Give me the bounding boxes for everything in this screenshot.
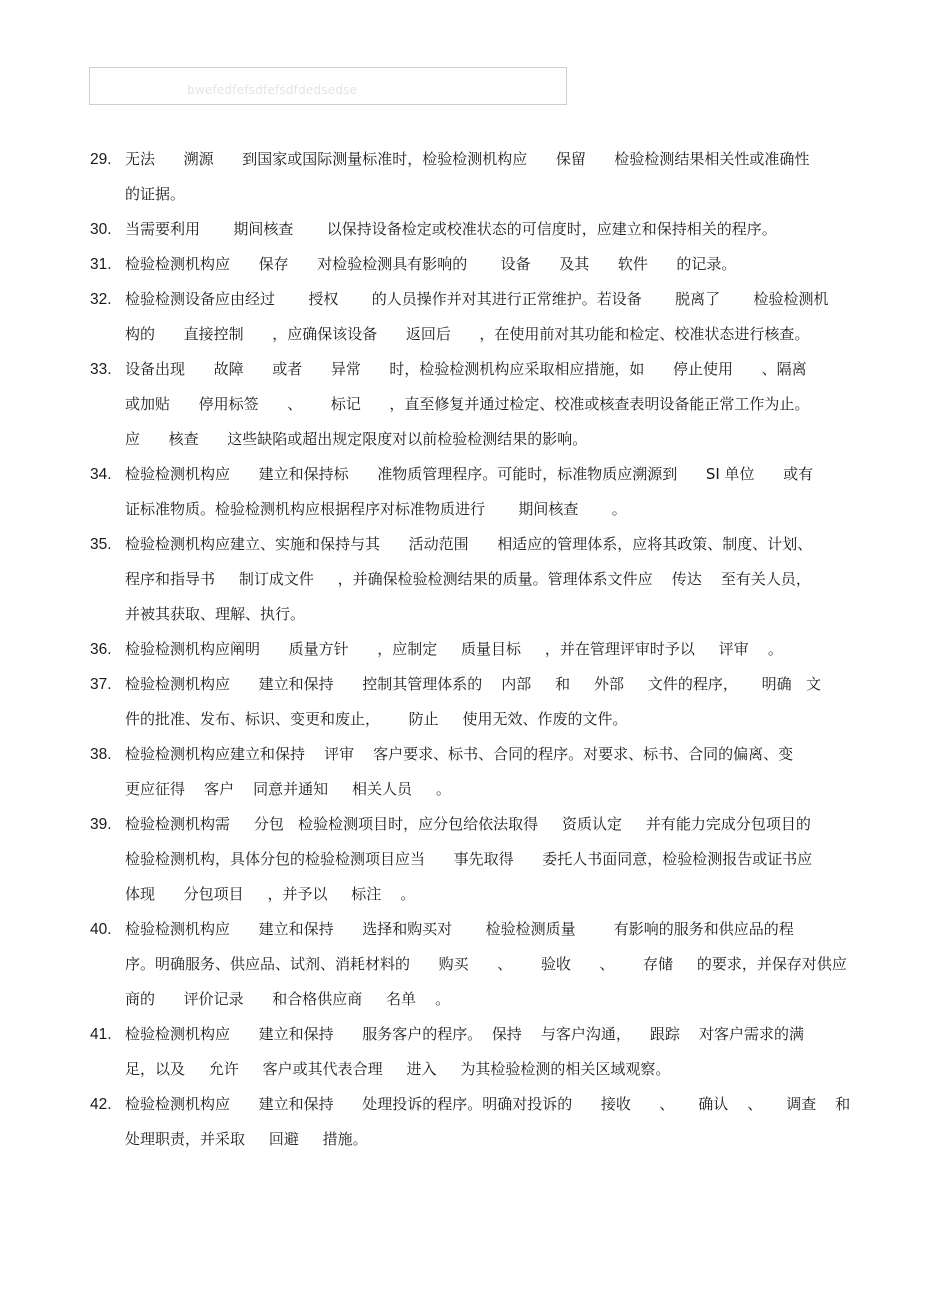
watermark-text: bwefedfefsdfefsdfdedsedse: [187, 83, 358, 97]
item-text-line: 的证据。: [125, 185, 186, 203]
list-item: [0, 1087, 950, 1157]
item-number: 32.: [90, 291, 112, 308]
list-item: [0, 212, 950, 247]
list-item: [0, 667, 950, 737]
item-number: 37.: [90, 676, 112, 693]
list-item: [0, 807, 950, 912]
item-text-line: 并被其获取、理解、执行。: [125, 605, 306, 623]
item-number: 34.: [90, 466, 112, 483]
list-item: [0, 142, 950, 212]
list-item: [0, 247, 950, 282]
item-text-line: 构的 直接控制 ，应确保该设备 返回后 ，在使用前对其功能和检定、校准状态进行核查。: [125, 325, 810, 343]
item-text-line: 检验检测机构应建立、实施和保持与其 活动范围 相适应的管理体系，应将其政策、制度、计划、: [125, 535, 813, 553]
item-text-line: 程序和指导书 制订成文件 ，并确保检验检测结果的质量。管理体系文件应 传达 至有关人员，: [125, 570, 811, 588]
list-item: [0, 737, 950, 807]
item-text-line: 检验检测机构应 建立和保持标 准物质管理程序。可能时，标准物质应溯源到 SI 单位 或有: [125, 465, 814, 483]
item-text-line: 检验检测设备应由经过 授权 的人员操作并对其进行正常维护。若设备 脱离了 检验检测机: [125, 290, 829, 308]
list-item: [0, 912, 950, 1017]
item-number: 29.: [90, 151, 112, 168]
list-item: [0, 527, 950, 632]
item-number: 39.: [90, 816, 112, 833]
item-number: 35.: [90, 536, 112, 553]
header-box: [89, 67, 567, 105]
item-text-line: 检验检测机构应建立和保持 评审 客户要求、标书、合同的程序。对要求、标书、合同的偏离、变: [125, 745, 794, 763]
item-text-line: 检验检测机构应 建立和保持 处理投诉的程序。明确对投诉的 接收 、 确认 、 调查 和: [125, 1095, 851, 1113]
item-number: 33.: [90, 361, 112, 378]
item-text-line: 检验检测机构应 建立和保持 服务客户的程序。 保持 与客户沟通， 跟踪 对客户需求的满: [125, 1025, 804, 1043]
item-number: 30.: [90, 221, 112, 238]
item-number: 41.: [90, 1026, 112, 1043]
item-text-line: 应 核查 这些缺陷或超出规定限度对以前检验检测结果的影响。: [125, 430, 588, 448]
numbered-list: [0, 142, 950, 1157]
item-text-line: 检验检测机构应 建立和保持 控制其管理体系的 内部 和 外部 文件的程序， 明确 文: [125, 675, 821, 693]
list-item: [0, 282, 950, 352]
item-number: 31.: [90, 256, 112, 273]
item-text-line: 处理职责，并采取 回避 措施。: [125, 1130, 368, 1148]
item-number: 38.: [90, 746, 112, 763]
list-item: [0, 352, 950, 457]
item-text-line: 或加贴 停用标签 、 标记 ，直至修复并通过检定、校准或核查表明设备能正常工作为止。: [125, 395, 810, 413]
item-text-line: 体现 分包项目 ，并予以 标注 。: [125, 885, 416, 903]
item-text-line: 设备出现 故障 或者 异常 时，检验检测机构应采取相应措施，如 停止使用 、隔离: [125, 360, 807, 378]
item-text-line: 证标准物质。检验检测机构应根据程序对标准物质进行 期间核查 。: [125, 500, 627, 518]
item-text-line: 检验检测机构应 保存 对检验检测具有影响的 设备 及其 软件 的记录。: [125, 255, 737, 273]
item-text-line: 无法 溯源 到国家或国际测量标准时，检验检测机构应 保留 检验检测结果相关性或准确性: [125, 150, 810, 168]
item-text-line: 足，以及 允许 客户或其代表合理 进入 为其检验检测的相关区域观察。: [125, 1060, 671, 1078]
item-number: 40.: [90, 921, 112, 938]
item-text-line: 检验检测机构应 建立和保持 选择和购买对 检验检测质量 有影响的服务和供应品的程: [125, 920, 794, 938]
item-text-line: 检验检测机构应阐明 质量方针 ，应制定 质量目标 ，并在管理评审时予以 评审 。: [125, 640, 783, 658]
item-number: 36.: [90, 641, 112, 658]
list-item: [0, 632, 950, 667]
item-text-line: 件的批准、发布、标识、变更和废止， 防止 使用无效、作废的文件。: [125, 710, 628, 728]
item-text-line: 检验检测机构，具体分包的检验检测项目应当 事先取得 委托人书面同意，检验检测报告或证书应: [125, 850, 813, 868]
item-number: 42.: [90, 1096, 112, 1113]
item-text-line: 当需要利用 期间核查 以保持设备检定或校准状态的可信度时，应建立和保持相关的程序。: [125, 220, 777, 238]
item-text-line: 商的 评价记录 和合格供应商 名单 。: [125, 990, 451, 1008]
item-text-line: 检验检测机构需 分包 检验检测项目时，应分包给依法取得 资质认定 并有能力完成分包项目的: [125, 815, 811, 833]
item-text-line: 更应征得 客户 同意并通知 相关人员 。: [125, 780, 451, 798]
list-item: [0, 457, 950, 527]
list-item: [0, 1017, 950, 1087]
item-text-line: 序。明确服务、供应品、试剂、消耗材料的 购买 、 验收 、 存储 的要求，并保存对供应: [125, 955, 847, 973]
